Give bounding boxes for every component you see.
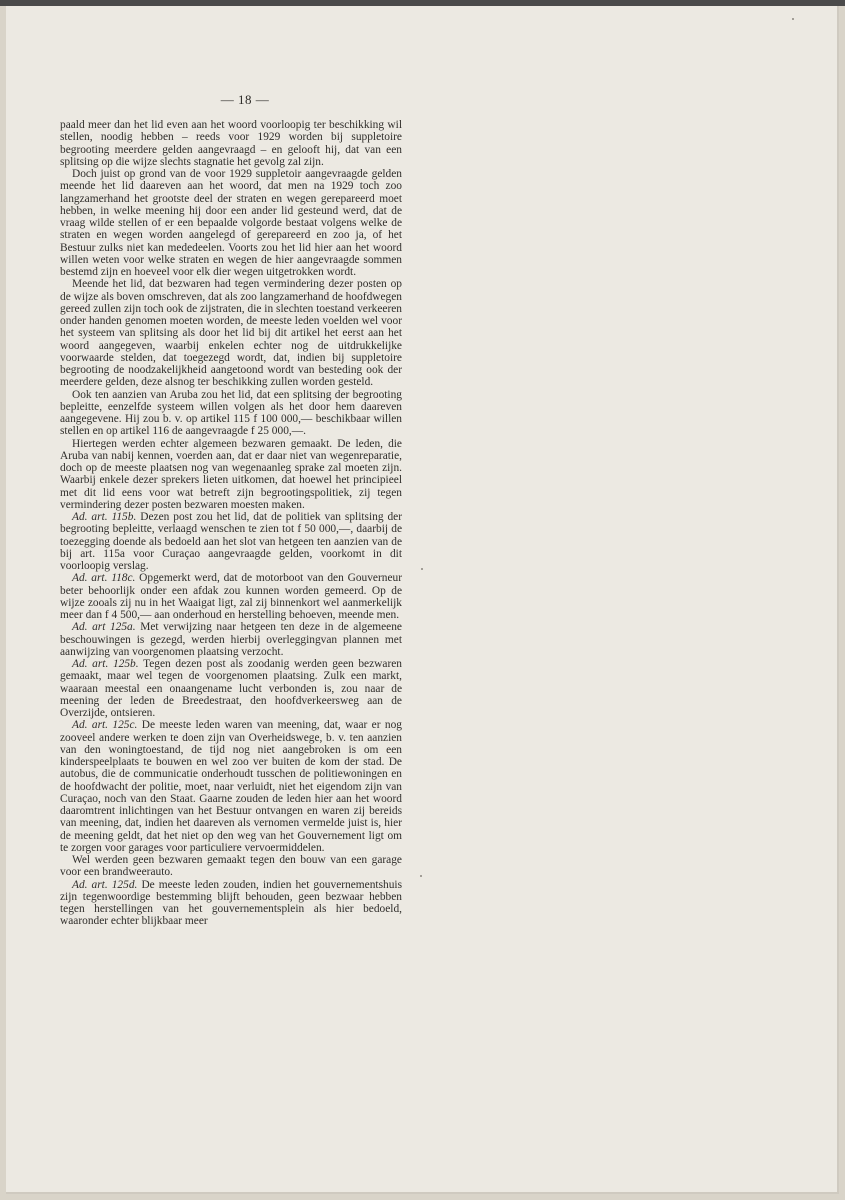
article-reference: Ad. art 125a. bbox=[72, 621, 136, 634]
paragraph-text: Wel werden geen bezwaren gemaakt tegen den bouw van een garage voor een brandweerauto. bbox=[60, 854, 402, 879]
paragraph-text: De meeste leden waren van meening, dat, waar er nog zooveel andere werken te doen zijn van Overheidswege, b. v. ten aanzien van den woningtoestand, de tijd nog niet aangebroken is om een kinderspeelplaats te bouwen en wel zoo ver buiten de kom der stad. De autobus, die de communicatie onderhoudt tusschen de politiewoningen en de hoofdwacht der politie, moet, naar verluidt, niet het eigendom zijn van Curaçao, noch van den Staat. Gaarne zouden de leden hier aan het woord daaromtrent inlichtingen van het Bestuur ontvangen en waren zij bereids van meening, dat, indien het daareven als vernomen vermelde juist is, hier de meening geldt, dat het niet op den weg van het Gouvernement ligt om te zorgen voor garages voor particuliere vervoermiddelen. bbox=[60, 719, 402, 854]
article-reference: Ad. art. 125d. bbox=[72, 878, 138, 891]
paragraph bbox=[60, 621, 402, 658]
paragraph bbox=[60, 658, 402, 719]
paragraph bbox=[60, 511, 402, 572]
paragraph-text: Meende het lid, dat bezwaren had tegen vermindering dezer posten op de wijze als boven omschreven, dat als zoo langzamerhand de hoofdwegen gereed zullen zijn toch ook de zijstraten, die in slechten toestand verkeeren onder handen genomen moeten worden, de meeste leden voelden wel voor het systeem van splitsing als door het lid bij dit artikel het eerst aan het woord aangegeven, waarbij enkelen echter nog de uitdrukkelijke voorwaarde stelden, dat toegezegd wordt, dat, indien bij suppletoire begrooting de noodzakelijkheid aangetoond wordt van besteding ook der meerdere gelden, deze alsnog ter beschikking zullen worden gesteld. bbox=[60, 278, 402, 389]
article-reference: Ad. art. 115b. bbox=[72, 511, 137, 523]
paragraph bbox=[60, 572, 402, 621]
paragraph bbox=[60, 119, 402, 168]
paragraph bbox=[60, 438, 402, 512]
paragraph-text: Dezen post zou het lid, dat de politiek van splitsing der begrooting bepleitte, verlaagd wenschen te zien tot f 50 000,—, daarbij de toezegging doende als bedoeld aan het slot van hetgeen ten aanzien van de bij art. 115a voor Curaçao aangevraagde gelden, voorkomt in dit voorloopig verslag. bbox=[60, 511, 402, 572]
paragraph-text: De meeste leden zouden, indien het gouvernementshuis zijn tegenwoordige bestemming blijft behouden, geen bezwaar hebben tegen herstellingen van het gouvernementsplein als hier bedoeld, waaronder echter blijkbaar meer bbox=[60, 878, 402, 928]
paragraph-text: Opgemerkt werd, dat de motorboot van den Gouverneur beter behoorlijk onder een afdak zou kunnen worden gemeerd. Op de wijze zooals zij nu in het Waaigat ligt, zal zij binnenkort wel aanmerkelijk meer dan f 4 500,— aan onderhoud en herstelling behoeven, meende men. bbox=[60, 572, 402, 621]
article-reference: Ad. art. 125c. bbox=[72, 719, 138, 732]
paragraph bbox=[60, 389, 402, 438]
paragraph bbox=[60, 719, 402, 854]
paragraph bbox=[60, 168, 402, 278]
article-reference: Ad. art. 125b. bbox=[72, 658, 139, 670]
body-text-column bbox=[60, 119, 402, 928]
scan-speck bbox=[792, 18, 794, 20]
paragraph-text: Doch juist op grond van de voor 1929 suppletoir aangevraagde gelden meende het lid daareven aan het woord, dat men na 1929 toch zoo langzamerhand het grootste deel der straten en wegen gerepareerd moet hebben, in welke meening hij door een ander lid gesteund werd, dat de vraag wilde stellen of er een bepaalde volgorde bestaat volgens welke de straten en wegen worden aangelegd of gerepareerd en zoo ja, of het Bestuur zulks niet kan mededeelen. Voorts zou het lid hier aan het woord willen weten voor welke straten en wegen de hier aangevraagde sommen bestemd zijn en hoeveel voor elk dier wegen uitgetrokken wordt. bbox=[60, 168, 402, 278]
paragraph-text: Hiertegen werden echter algemeen bezwaren gemaakt. De leden, die Aruba van nabij kennen, voerden aan, dat er daar niet van wegenreparatie, doch op de meeste plaatsen nog van wegenaanleg sprake zal moeten zijn. Waarbij enkele dezer sprekers lieten uitkomen, dat hoewel het principieel met dit lid eens voor wat betreft zijn begrootingspolitiek, zij tegen vermindering dezer posten bezwaren moesten maken. bbox=[60, 437, 402, 511]
scan-speck bbox=[421, 568, 423, 570]
paragraph-text: paald meer dan het lid even aan het woord voorloopig ter beschikking wil stellen, noodig hebben – reeds voor 1929 worden bij suppletoire begrooting meerdere gelden aangevraagd – en gelooft hij, dat van een splitsing op die wijze slechts stagnatie het gevolg zal zijn. bbox=[60, 119, 402, 168]
scan-speck bbox=[420, 875, 422, 877]
paragraph bbox=[60, 278, 402, 388]
page-number: — 18 — bbox=[220, 92, 270, 107]
paragraph-text: Met verwijzing naar hetgeen ten deze in de algemeene beschouwingen is gezegd, werden hierbij overleggingvan plannen met aanwijzing van voorgenomen plaatsing verzocht. bbox=[60, 621, 402, 658]
article-reference: Ad. art. 118c. bbox=[72, 572, 136, 585]
paragraph-text: Ook ten aanzien van Aruba zou het lid, dat een splitsing der begrooting bepleitte, eenzelfde systeem willen volgen als het door hem daareven aangegevene. Hij zou b. v. op artikel 115 f 100 000,— beschikbaar willen stellen en op artikel 116 de aangevraagde f 25 000,—. bbox=[60, 388, 402, 438]
paragraph bbox=[60, 854, 402, 879]
paragraph bbox=[60, 879, 402, 928]
paragraph-text: Tegen dezen post als zoodanig werden geen bezwaren gemaakt, maar wel tegen de voorgenomen plaatsing. Zulk een markt, waaraan meestal een onaangename lucht verbonden is, zou naar de meening der leden de Breedestraat, den hoofdverkeersweg aan de Overzijde, ontsieren. bbox=[60, 658, 402, 719]
